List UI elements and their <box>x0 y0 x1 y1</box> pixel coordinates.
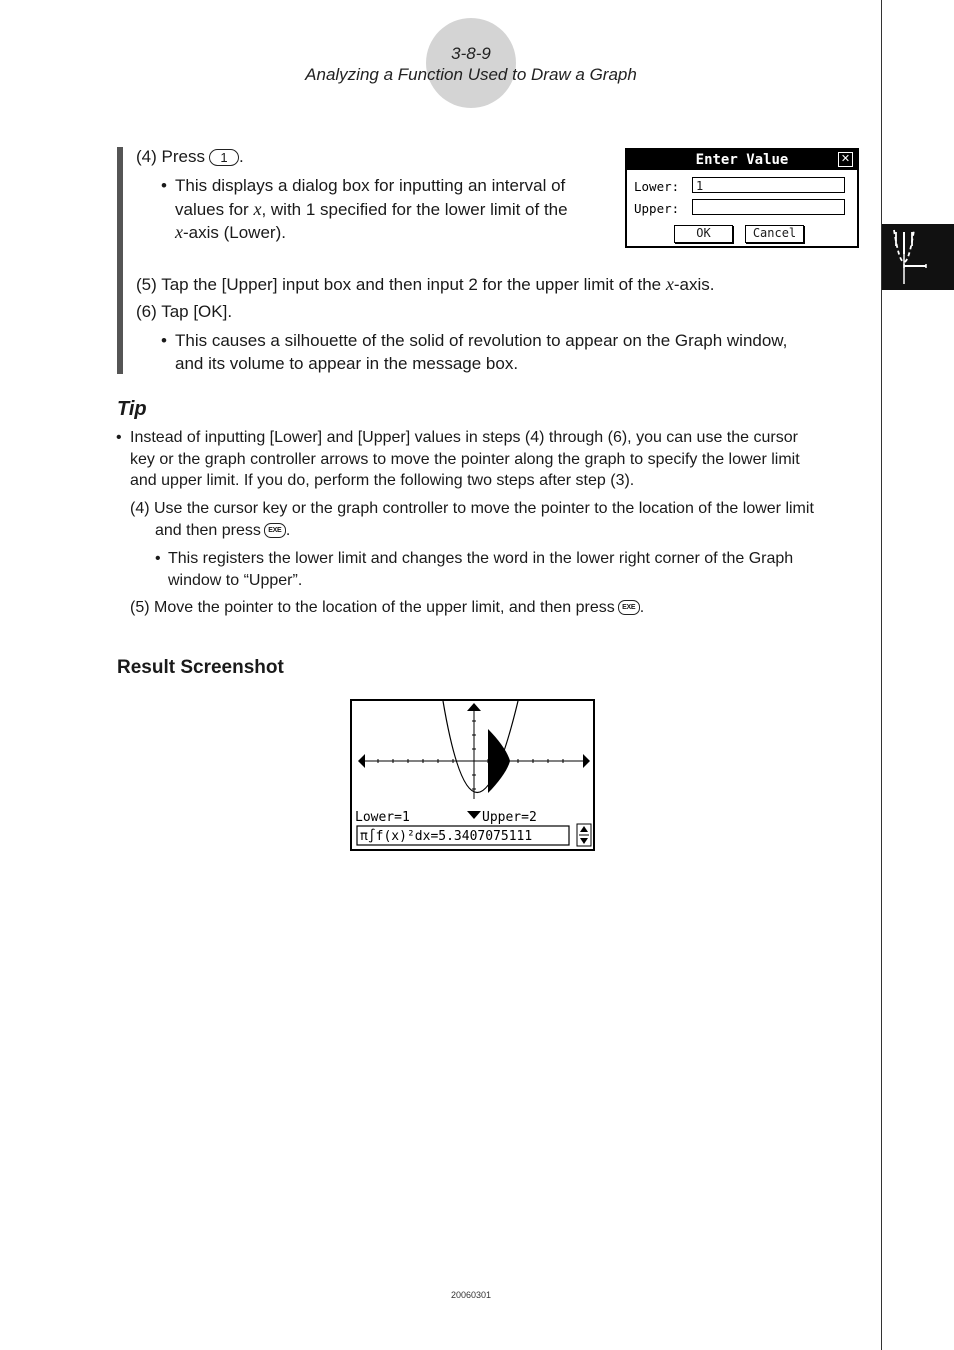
tip-step4 <box>130 498 870 541</box>
page-title: Analyzing a Function Used to Draw a Graph <box>305 65 637 84</box>
footer-code: 20060301 <box>450 1290 492 1300</box>
lower-label: Lower: <box>634 179 680 194</box>
step6-bullet-line-b: and its volume to appear in the message box. <box>175 353 519 373</box>
right-margin-rule <box>881 0 882 1350</box>
text-fragment: -axis (Lower). <box>183 223 286 242</box>
tip-bullet-line-c: and upper limit. If you do, perform the following two steps after step (3). <box>130 472 635 489</box>
text-fragment: , with 1 specified for the lower limit of the <box>261 199 568 219</box>
step4-bullet-line-c <box>175 221 615 245</box>
upper-label: Upper: <box>634 201 680 216</box>
step6-bullet-text <box>175 330 865 375</box>
tip-bullet-mark: • <box>116 429 122 446</box>
tip-sub-line-b: window to “Upper”. <box>168 571 303 589</box>
close-icon[interactable]: ✕ <box>838 152 853 167</box>
tip-bullet-line-a: Instead of inputting [Lower] and [Upper] values in steps (4) through (6), you can use the cursor <box>130 429 798 446</box>
tip-step4-line-b: and then press EXE . <box>155 521 291 539</box>
step4-bullet-mark: • <box>161 176 167 195</box>
key-1-icon: 1 <box>209 149 239 166</box>
text-fragment: -axis. <box>673 275 715 294</box>
step6-line: (6) Tap [OK]. <box>136 302 233 321</box>
math-x: x <box>175 222 183 242</box>
ok-button[interactable]: OK <box>674 225 733 243</box>
upper-input[interactable] <box>692 199 845 215</box>
tip-step4-line-a: (4) Use the cursor key or the graph controller to move the pointer to the location of the lower limit <box>130 500 814 517</box>
lower-text: Lower=1 <box>355 810 410 825</box>
step4-label: (4) Press <box>136 147 205 166</box>
step4-bullet-line-a: This displays a dialog box for inputting an interval of <box>175 176 566 195</box>
tip-bullet-line-b: key or the graph controller arrows to move the pointer along the graph to specify the lower limit <box>130 450 800 468</box>
cancel-button[interactable]: Cancel <box>745 225 804 243</box>
procedure-side-bar <box>117 147 123 374</box>
step5-line <box>136 273 714 297</box>
upper-text: Upper=2 <box>482 810 537 825</box>
message-text: π∫f(x)²dx=5.3407075111 <box>360 829 533 844</box>
tip-sub-line-a: This registers the lower limit and changes the word in the lower right corner of the Graph <box>168 550 794 567</box>
text-fragment: (5) Move the pointer to the location of the upper limit, and then press <box>130 599 615 616</box>
dialog-frame <box>625 148 859 248</box>
tip-bullet-text <box>130 427 870 492</box>
page-number: 3-8-9 <box>451 44 491 63</box>
step4-bullet-text <box>175 175 615 245</box>
lower-input[interactable]: 1 <box>692 177 845 193</box>
text-fragment: values for <box>175 199 254 219</box>
text-fragment: (5) Tap the [Upper] input box and then input 2 for the upper limit of the <box>136 275 666 294</box>
math-x: x <box>665 274 674 294</box>
step4-line: (4) Press 1 . <box>136 147 244 166</box>
graph-window <box>350 699 595 851</box>
result-heading: Result Screenshot <box>117 657 284 678</box>
step4-bullet-line-b <box>175 198 615 222</box>
tip-sub-bullet-text <box>168 548 868 591</box>
graph-icon <box>882 224 954 290</box>
chapter-tab <box>882 224 954 290</box>
step6-bullet-mark: • <box>161 331 167 350</box>
step6-bullet-line-a: This causes a silhouette of the solid of revolution to appear on the Graph window, <box>175 331 788 350</box>
exe-key-icon: EXE <box>618 600 640 615</box>
math-x: x <box>253 198 262 219</box>
result-screenshot <box>350 699 595 851</box>
tip-step5: (5) Move the pointer to the location of the upper limit, and then press EXE . <box>130 599 645 616</box>
dialog-title: Enter Value <box>627 150 857 170</box>
text-fragment: and then press <box>155 521 261 539</box>
exe-key-icon: EXE <box>264 523 286 538</box>
tip-sub-bullet-mark: • <box>155 550 161 567</box>
tip-heading: Tip <box>117 398 147 420</box>
enter-value-dialog <box>619 146 859 248</box>
